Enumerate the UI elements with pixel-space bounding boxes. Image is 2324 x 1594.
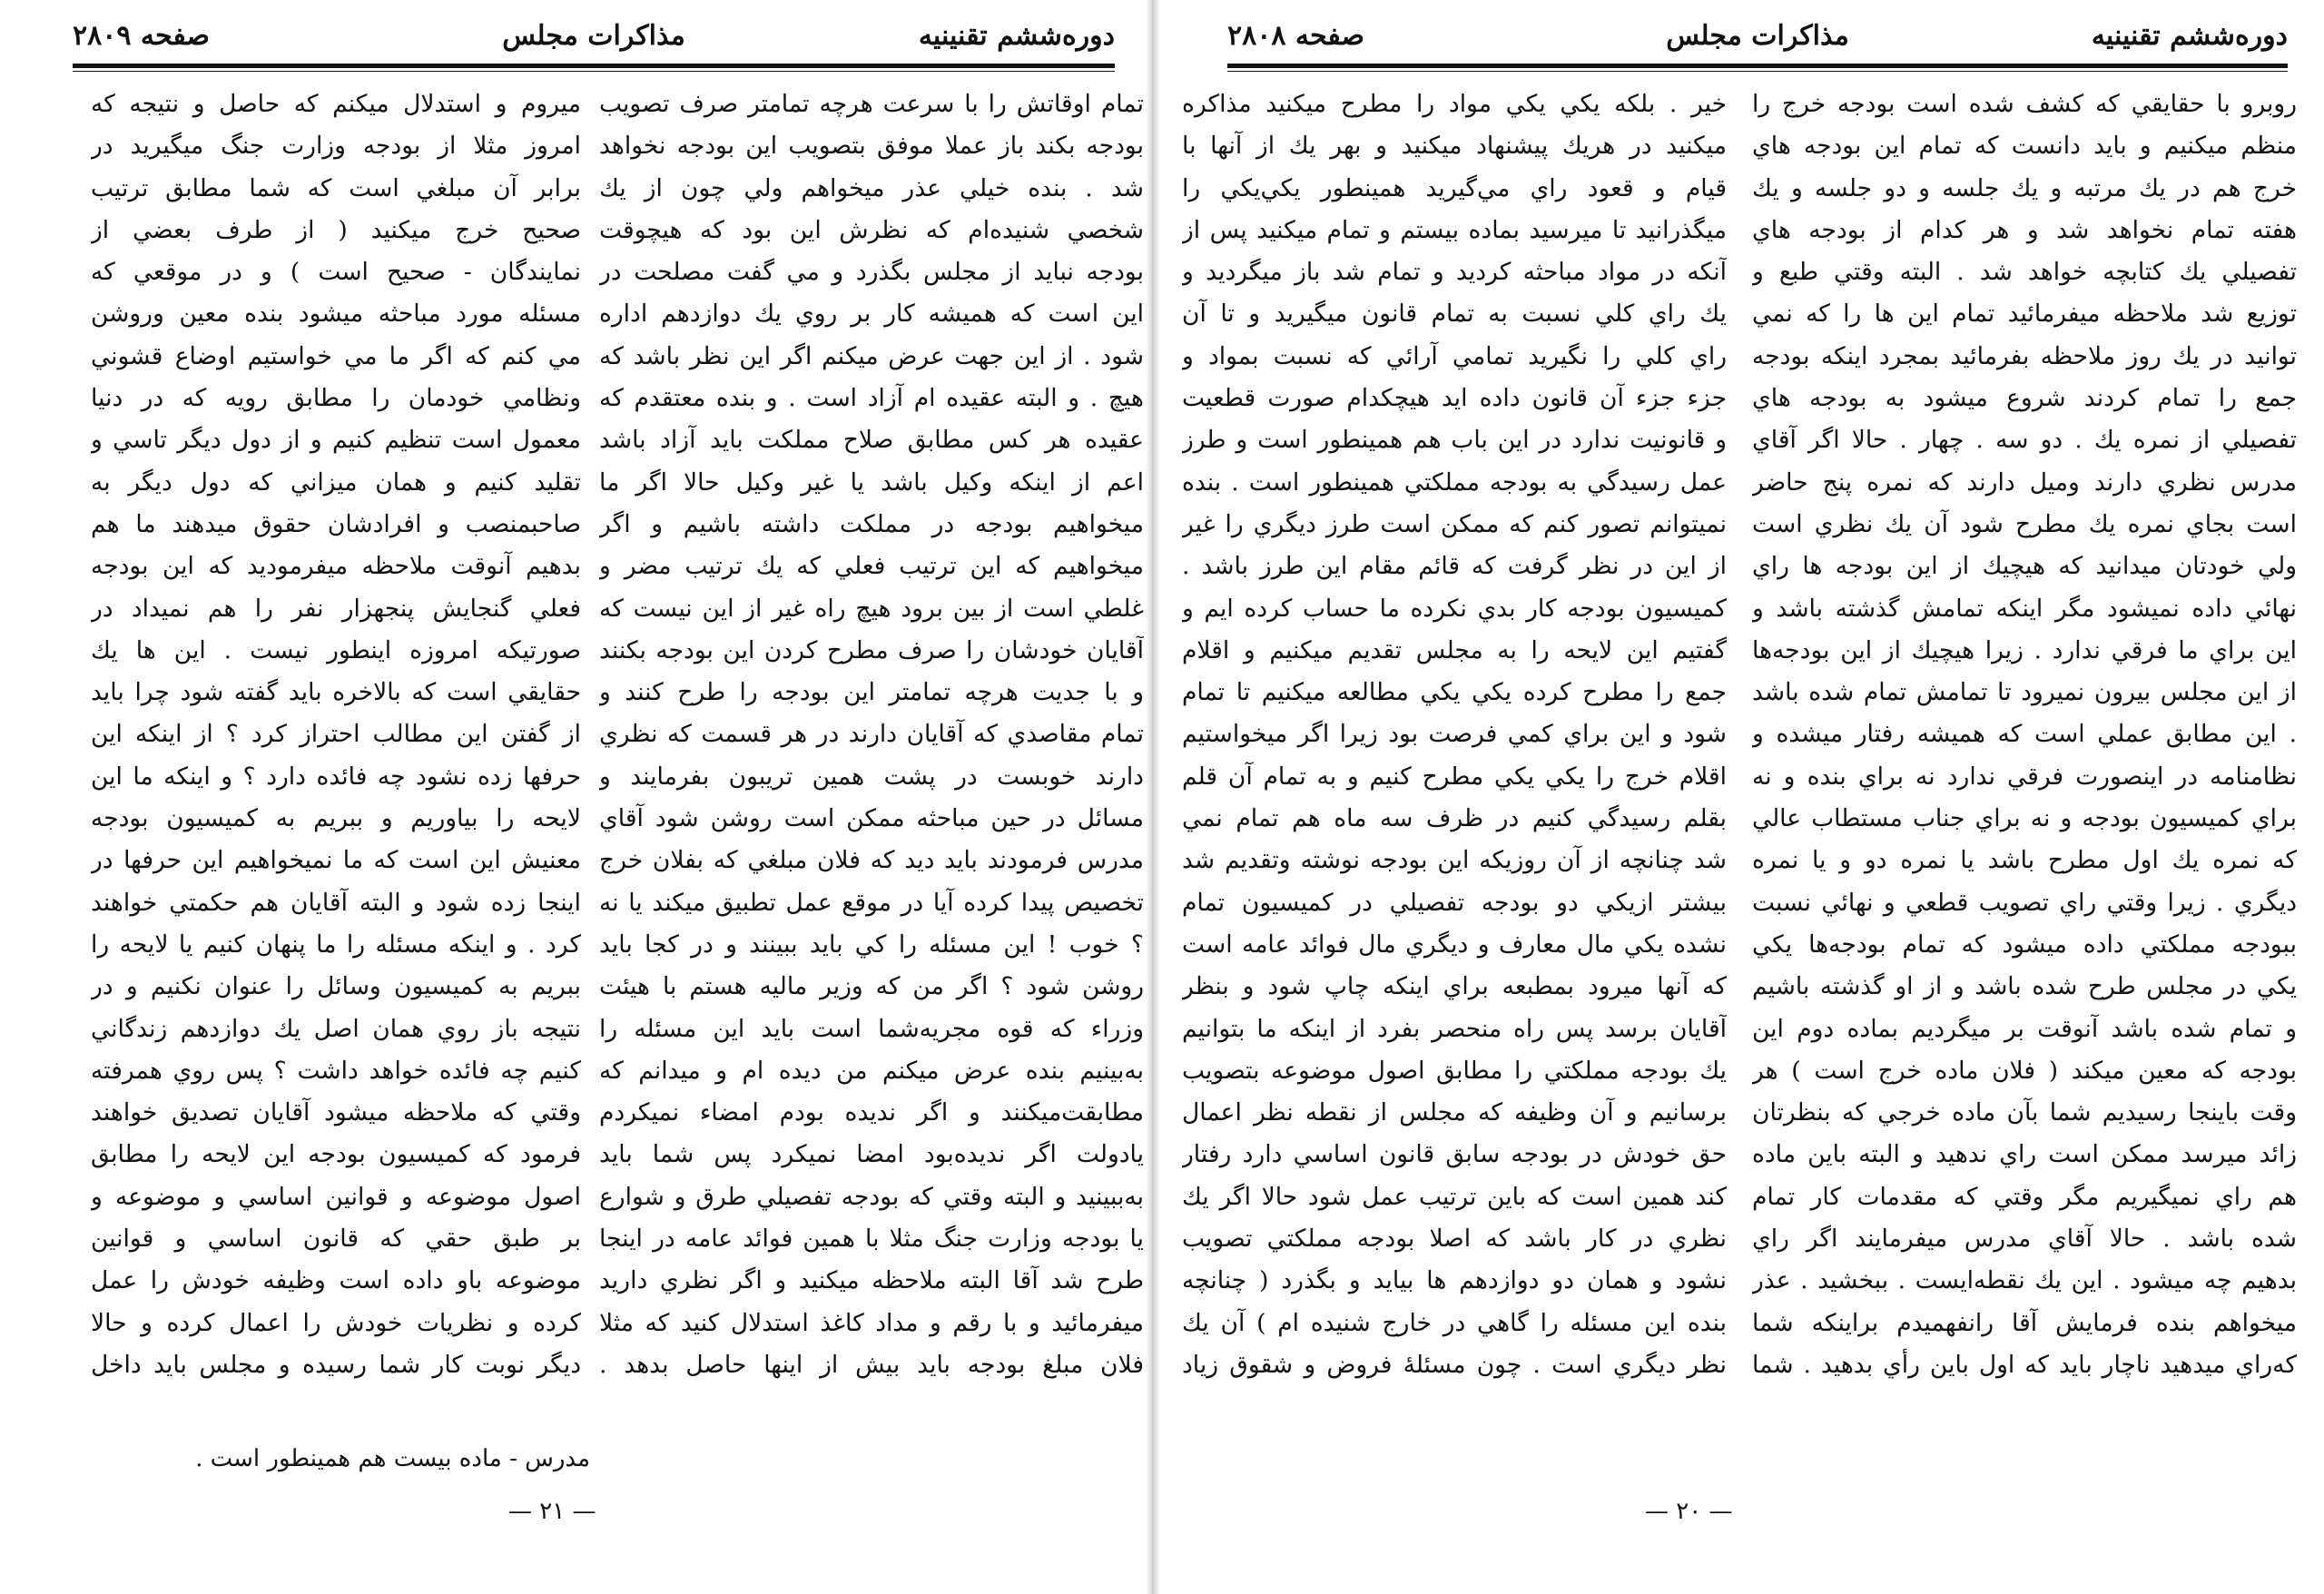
page-label: صفحه ۲۸۰۹ [73, 20, 210, 52]
header-rule [1227, 64, 2288, 72]
closing-remark: مدرس - ماده بيست هم همينطور است . [195, 1445, 590, 1472]
header-rule [73, 64, 1115, 72]
page-label: صفحه ۲۸۰۸ [1227, 20, 1364, 52]
journal-title: مذاكرات مجلس [502, 20, 685, 52]
right-page [1155, 0, 2324, 1594]
text-column-left: ميروم و استدلال ميكنم كه حاصل و نتيجه كه امروز مثلا از بودجه وزارت جنگ ميگيريد در برابر آن مبلغي است كه شما مطابق ترتيب صحيح خرج ميكنيد ( از طرف بعضي از نمايندگان - صحيح است ) و در موقعي كه مسئله مورد مباحثه ميشود بنده معين وروشن مي كنم كه اگر ما مي خواستيم اوضاع قشوني ونظامي خودمان را مطابق رويه كه در دنيا معمول است تنظيم كنيم و از دول ديگر تاسي و تقليد كنيم و همان ميزاني كه دول ديگر به صاحبمنصب و افرادشان حقوق ميدهند ما هم بدهيم آنوقت ملاحظه ميفرموديد كه اين بودجه فعلي گنجايش پنجهزار نفر را هم نميداد در صورتيكه امروزه اينطور نيست . اين ها يك حقايقي است كه بالاخره بايد گفته شود چرا بايد از گفتن اين مطالب احتراز كرد ؟ از اينكه اين حرفها زده نشود چه فائده دارد ؟ و اينكه ما اين لايحه را بياوريم و ببريم به كميسيون بودجه معنيش اين است كه ما نميخواهيم اين حرفها در اينجا زده شود و البته آقايان هم حكمتي خواهند كرد . و اينكه مسئله را ما پنهان كنيم يا لايحه را ببريم به كميسيون وسائل را عنوان نكنيم و در نتيجه باز روي همان اصل يك دوازدهم زندگاني كنيم چه فائده خواهد داشت ؟ پس روي همرفته وقتي كه ملاحظه ميشود آقايان تصديق خواهند فرمود كه كميسيون بودجه اين لايحه را مطابق اصول موضوعه و قوانين اساسي و موضوعه و بر طبق حقي كه قانون اساسي و قوانين موضوعه باو داده است وظيفه خودش را عمل كرده و نظريات خودش را اعمال كرده و حالا ديگر نوبت كار شما رسيده و مجلس بايد داخل [91, 90, 581, 1379]
page-number: — ۲۰ — [1645, 1498, 1733, 1525]
text-column-left: خير . بلكه يكي يكي مواد را مطرح ميكنيد مذاكره ميكنيد در هريك پيشنهاد ميكنيد و بهر يك از آنها با قيام و قعود راي مي‌گيريد همينطور يكي‌يكي را ميگذرانيد تا ميرسيد بماده بيستم و تمام ميكنيد پس از آنكه در مواد مباحثه كرديد و تمام شد باز ميگرديد و يك راي كلي نسبت به تمام قانون ميگيريد و تا آن راي كلي را نگيريد تمامي آرائي كه نسبت بمواد و جزء جزء آن قانون داده ايد هيچكدام صورت قطعيت و قانونيت ندارد در اين باب هم همينطور است و طرز عمل رسيدگي به بودجه مملكتي همينطور است . بنده نميتوانم تصور كنم كه ممكن است طرز ديگري را غير از اين در نظر گرفت كه قائم مقام اين طرز باشد . كميسيون بودجه كار بدي نكرده ما حساب كرده ايم و گفتيم اين لايحه را به مجلس تقديم ميكنيم و اقلام جمع را مطرح كرده يكي يكي مطالعه ميكنيم تا تمام شود و اين براي كمي فرصت بود زيرا اگر ميخواستيم اقلام خرج را يكي يكي مطرح كنيم و به تمام آن قلم بقلم رسيدگي كنيم در ظرف سه ماه هم تمام نمي شد چنانچه از آن روزيكه اين بودجه نوشته وتقديم شد بيشتر ازيكي دو بودجه تفصيلي در كميسيون تمام نشده يكي مال معارف و ديگري مال فوائد عامه است كه آنها ميرود بمطبعه براي اينكه چاپ شود و بنظر آقايان برسد پس راه منحصر بفرد از اينكه ما بتوانيم يك بودجه مملكتي را مطابق اصول موضوعه بتصويب برسانيم و آن وظيفه كه مجلس از نقطه نظر اعمال حق خودش در بودجه سابق قانون اساسي دارد رفتار كند همين است كه باين ترتيب عمل شود حالا اگر يك نظري در كار باشد كه اصلا بودجه مملكتي تصويب نشود و همان دو دوازدهم ها بيايد و بگذرد ( چنانچه بنده اين مسئله را گاهي در خارج شنيده ام ) آن يك نظر ديگري است . چون مسئلهٔ فروض و شقوق زياد [1182, 90, 1727, 1379]
text-column-right: تمام اوقاتش را با سرعت هرچه تمامتر صرف تصويب بودجه بكند باز عملا موفق بتصويب اين بودجه نخواهد شد . بنده خيلي عذر ميخواهم ولي چون از يك شخصي شنيده‌ام كه نظرش اين بود كه هيچوقت بودجه نبايد از مجلس بگذرد و مي گفت مصلحت در اين است كه هميشه كار بر روي يك دوازدهم اداره شود . از اين جهت عرض ميكنم اگر اين نظر باشد كه هيچ . و البته عقيده ام آزاد است . و بنده معتقدم كه عقيده هر كس مطابق صلاح مملكت بايد آزاد باشد اعم از اينكه وكيل باشد يا غير وكيل حالا اگر ما ميخواهيم بودجه در مملكت داشته باشيم و اگر ميخواهيم كه اين ترتيب فعلي كه يك ترتيب مضر و غلطي است از بين برود هيچ راه غير از اين نيست كه آقايان خودشان را صرف مطرح كردن اين بودجه بكنند و با جديت هرچه تمامتر اين بودجه را طرح كنند و تمام مقاصدي كه آقايان دارند در هر قسمت كه نظري دارند خوبست در پشت همين تريبون بفرمايند و مسائل در حين مباحثه ممكن است روشن شود آقاي مدرس فرمودند بايد ديد كه فلان مبلغي كه بفلان خرج تخصيص پيدا كرده آيا در موقع عمل تطبيق ميكند يا نه ؟ خوب ! اين مسئله را كي بايد ببينند و در كجا بايد روشن شود ؟ اگر من كه وزير ماليه هستم با هيئت وزراء كه قوه مجريه‌شما است بايد اين مسئله را به‌بينيم بنده عرض ميكنم من ديده ام و ميدانم كه مطابقت‌ميكنند و اگر نديده بودم امضاء نميكردم يادولت اگر نديده‌بود امضا نميكرد پس شما بايد به‌ببينيد و البته وقتي كه بودجه تفصيلي طرق و شوارع يا بودجه وزارت جنگ مثلا با همين فوائد عامه در اينجا طرح شد آقا البته ملاحظه ميكنيد و اگر نظري داريد ميفرمائيد و با رقم و مداد كاغذ استدلال كنيد كه مثلا فلان مبلغ بودجه بايد بيش از اينها حاصل بدهد . [599, 90, 1144, 1379]
left-page [0, 0, 1151, 1594]
page-header [1227, 20, 2288, 62]
session-label: دوره‌ششم تقنينيه [918, 20, 1115, 52]
page-header [73, 20, 1115, 62]
page-number: — ۲۱ — [508, 1498, 596, 1525]
session-label: دوره‌ششم تقنينيه [2091, 20, 2288, 52]
text-column-right: روبرو با حقايقي كه كشف شده است بودجه خرج را منظم ميكنيم و بايد دانست كه تمام اين بودجه هاي خرج هم در يك مرتبه و يك جلسه و دو جلسه و يك هفته تمام نخواهد شد و هر كدام از بودجه هاي تفصيلي يك كتابچه خواهد شد . البته وقتي طبع و توزيع شد ملاحظه ميفرمائيد تمام اين ها را كه نمي توانيد در يك روز ملاحظه بفرمائيد بمجرد اينكه بودجه جمع را تمام كردند شروع ميشود به بودجه هاي تفصيلي از نمره يك . دو سه . چهار . حالا اگر آقاي مدرس نظري دارند وميل دارند كه نمره پنج حاضر است بجاي نمره يك مطرح شود آن يك نظري است ولي خودتان ميدانيد كه هيچيك از اين بودجه ها راي نهائي داده نميشود مگر اينكه تمامش گذشته باشد و اين براي ما فرقي ندارد . زيرا هيچيك از اين بودجه‌ها از اين مجلس بيرون نميرود تا تمامش تمام شده باشد . اين مطابق عملي است كه هميشه رفتار ميشده و نظامنامه در اينصورت فرقي ندارد نه براي بنده و نه براي كميسيون بودجه و نه براي جناب مستطاب عالي كه نمره يك اول مطرح باشد يا نمره دو و يا نمره ديگري . زيرا وقتي راي تصويب قطعي و نهائي نسبت ببودجه مملكتي داده ميشود كه تمام بودجه‌ها يكي يكي در مجلس طرح شده باشد و از او گذشته باشيم و تمام شده باشد آنوقت بر ميگرديم بماده دوم اين بودجه كه معين ميكند ( فلان ماده خرج است ) هر وقت باينجا رسيديم شما بآن ماده خرجي كه بنظرتان زائد ميرسد ممكن است راي ندهيد و البته باين ماده هم راي نميگيريم مگر وقتي كه مقدمات كار تمام شده باشد . حالا آقاي مدرس ميفرمايند اگر راي بدهيم چه ميشود . اين يك نقطه‌ايست . ببخشيد . عذر ميخواهم بنده فرمايش آقا رانفهميدم براينكه شما كه‌راي ميدهيد ناچار بايد كه اول باين رأي بدهيد . شما [1752, 90, 2297, 1379]
journal-title: مذاكرات مجلس [1666, 20, 1849, 52]
